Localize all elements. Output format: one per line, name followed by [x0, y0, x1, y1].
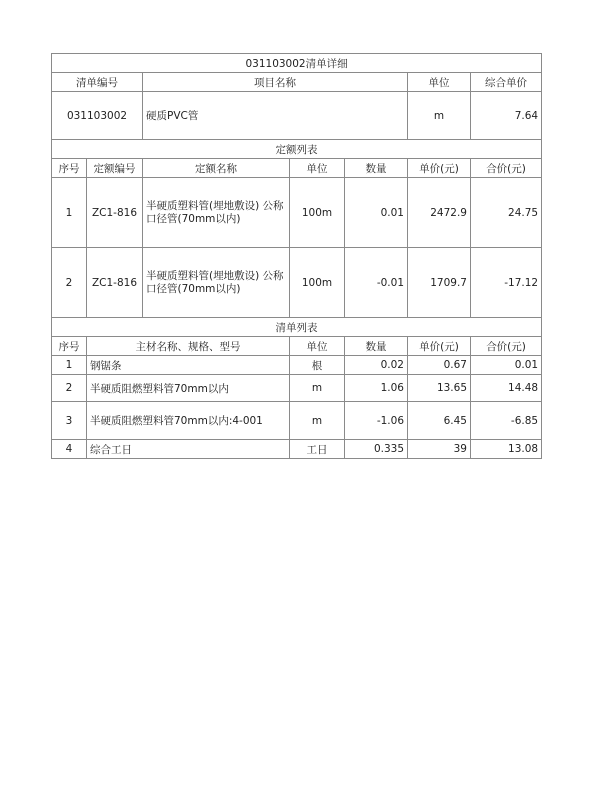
- bom-qty: 0.335: [345, 440, 408, 459]
- quota-header-total: 合价(元): [471, 159, 542, 178]
- quota-header-code: 定额编号: [87, 159, 143, 178]
- quota-section-row: [52, 140, 542, 159]
- bom-total: 13.08: [471, 440, 542, 459]
- bom-seq: 2: [52, 375, 87, 402]
- quota-header-unit: 单位: [290, 159, 345, 178]
- bom-row: [52, 440, 542, 459]
- bom-header-row: [52, 337, 542, 356]
- main-item-row: [52, 92, 542, 140]
- header-bill-code: 清单编号: [52, 73, 143, 92]
- bom-header-seq: 序号: [52, 337, 87, 356]
- header-item-name: 项目名称: [143, 73, 408, 92]
- bom-unit: 根: [290, 356, 345, 375]
- bom-seq: 4: [52, 440, 87, 459]
- bom-header-name: 主材名称、规格、型号: [87, 337, 290, 356]
- bill-detail-table: [51, 53, 542, 459]
- quota-row: [52, 178, 542, 248]
- quota-section-title: 定额列表: [52, 140, 542, 159]
- main-item-name: 硬质PVC管: [143, 92, 408, 140]
- bom-qty: 0.02: [345, 356, 408, 375]
- bom-total: 14.48: [471, 375, 542, 402]
- bom-name: 钢锯条: [87, 356, 290, 375]
- bom-name: 综合工日: [87, 440, 290, 459]
- bom-price: 39: [408, 440, 471, 459]
- bom-row: [52, 402, 542, 440]
- quota-unit: 100m: [290, 178, 345, 248]
- bom-header-total: 合价(元): [471, 337, 542, 356]
- bom-unit: m: [290, 375, 345, 402]
- bom-total: 0.01: [471, 356, 542, 375]
- title-row: [52, 54, 542, 73]
- bom-seq: 1: [52, 356, 87, 375]
- sheet-title: 031103002清单详细: [52, 54, 542, 73]
- quota-header-qty: 数量: [345, 159, 408, 178]
- quota-header-seq: 序号: [52, 159, 87, 178]
- main-header-row: [52, 73, 542, 92]
- quota-header-name: 定额名称: [143, 159, 290, 178]
- quota-price: 2472.9: [408, 178, 471, 248]
- bom-row: [52, 356, 542, 375]
- quota-header-price: 单价(元): [408, 159, 471, 178]
- bom-seq: 3: [52, 402, 87, 440]
- bom-name: 半硬质阻燃塑料管70mm以内: [87, 375, 290, 402]
- main-item-code: 031103002: [52, 92, 143, 140]
- quota-total: -17.12: [471, 248, 542, 318]
- bom-header-qty: 数量: [345, 337, 408, 356]
- quota-seq: 1: [52, 178, 87, 248]
- bom-unit: m: [290, 402, 345, 440]
- main-item-price: 7.64: [471, 92, 542, 140]
- bom-header-unit: 单位: [290, 337, 345, 356]
- main-item-unit: m: [408, 92, 471, 140]
- quota-name: 半硬质塑料管(埋地敷设) 公称口径管(70mm以内): [143, 248, 290, 318]
- bom-total: -6.85: [471, 402, 542, 440]
- bom-price: 6.45: [408, 402, 471, 440]
- quota-total: 24.75: [471, 178, 542, 248]
- bom-section-row: [52, 318, 542, 337]
- quota-name: 半硬质塑料管(埋地敷设) 公称口径管(70mm以内): [143, 178, 290, 248]
- bom-qty: -1.06: [345, 402, 408, 440]
- quota-header-row: [52, 159, 542, 178]
- quota-code: ZC1-816: [87, 178, 143, 248]
- quota-qty: 0.01: [345, 178, 408, 248]
- quota-unit: 100m: [290, 248, 345, 318]
- bom-section-title: 清单列表: [52, 318, 542, 337]
- bom-name: 半硬质阻燃塑料管70mm以内:4-001: [87, 402, 290, 440]
- quota-price: 1709.7: [408, 248, 471, 318]
- quota-qty: -0.01: [345, 248, 408, 318]
- bom-price: 0.67: [408, 356, 471, 375]
- bom-unit: 工日: [290, 440, 345, 459]
- bom-row: [52, 375, 542, 402]
- quota-code: ZC1-816: [87, 248, 143, 318]
- quota-seq: 2: [52, 248, 87, 318]
- header-unit-price: 综合单价: [471, 73, 542, 92]
- header-unit: 单位: [408, 73, 471, 92]
- bom-qty: 1.06: [345, 375, 408, 402]
- bom-header-price: 单价(元): [408, 337, 471, 356]
- bom-price: 13.65: [408, 375, 471, 402]
- quota-row: [52, 248, 542, 318]
